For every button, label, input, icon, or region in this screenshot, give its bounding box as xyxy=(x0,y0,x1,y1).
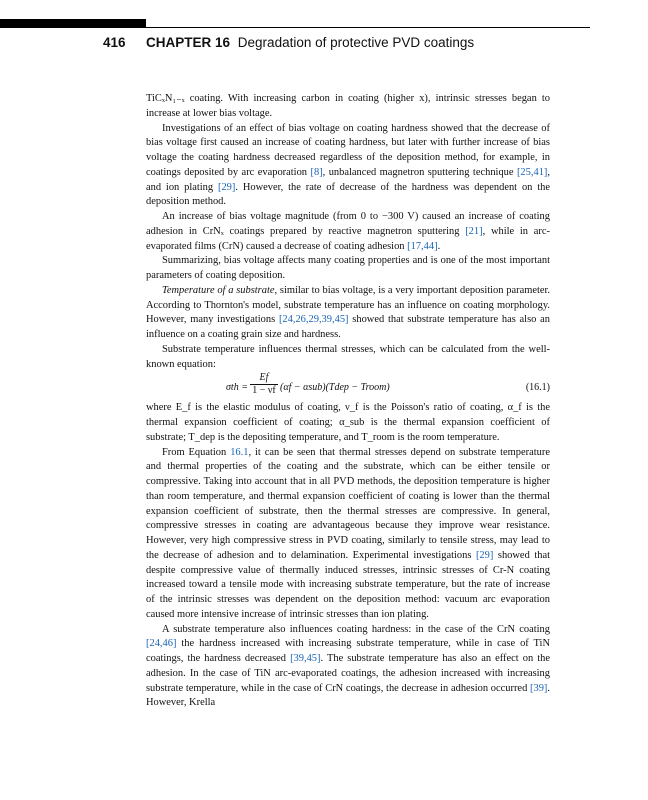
equation-lhs: σth = xyxy=(226,382,248,394)
paragraph-text: Summarizing, bias voltage affects many coating properties and is one of the most important parameters of coating deposition. xyxy=(146,255,550,281)
paragraph xyxy=(146,210,550,254)
emphasis-text: Temperature of a substrate xyxy=(162,284,275,296)
paragraph-text: . The substrate temperature has also an effect on the adhesion. In the case of TiN arc-evaporated coatings, the adhesion increased with increasing substrate temperature, while in the case of CrN coatings, the decrease in adhesion occurred xyxy=(146,653,550,694)
citation-link[interactable]: [29] xyxy=(475,549,494,561)
citation-link[interactable]: [39] xyxy=(530,682,548,694)
paragraph-text: where E_f is the elastic modulus of coating, ν_f is the Poisson's ratio of coating, α_f is the thermal expansion coefficient of coating; α_sub is the thermal expansion coefficient of substrate; T_dep is the depositing temperature, and T_room is the room temperature. xyxy=(146,402,550,443)
paragraph xyxy=(146,254,550,284)
paragraph-text: . xyxy=(437,240,441,252)
paragraph-text: the hardness increased with increasing substrate temperature, while in case of TiN coatings, the hardness decreased xyxy=(146,638,550,664)
paragraph-text: Investigations of an effect of bias voltage on coating hardness showed that the decrease of bias voltage first caused an increase of coating hardness, but later with further increase of bias voltage the coating hardness decreased regardless of the deposition method, for example, in coatings deposited by arc evaporation xyxy=(146,122,550,178)
equation-fraction xyxy=(250,372,278,397)
citation-link[interactable]: [25,41] xyxy=(516,166,548,178)
paragraph-text: An increase of bias voltage magnitude (from 0 to −300 V) caused an increase of coating adhesion in CrNₓ coatings prepared by reactive magnetron sputtering xyxy=(146,211,550,237)
paragraph-text: , similar to bias voltage, is a very important deposition parameter. According to Thornton's model, substrate temperature has an influence on coating morphology. However, many investigations xyxy=(146,284,551,326)
paragraph-text: A substrate temperature also influences coating hardness: in the case of the CrN coating xyxy=(162,623,550,635)
citation-link[interactable]: [21] xyxy=(465,225,483,237)
paragraph-text: , and ion plating xyxy=(146,166,550,193)
citation-link[interactable]: [17,44] xyxy=(407,240,438,252)
running-header xyxy=(103,35,474,50)
paragraph-text: , it can be seen that thermal stresses depend on substrate temperature and thermal properties of the coating and the substrate, which can be either tensile or compressive. Taking into account that in all PVD methods, the deposition temperature is higher than room temperature, and thermal expansion coefficient of coating is lower than the thermal expansion coefficient of substrate, then the thermal stresses are compressive. In general, compressive stresses in coating are advantageous because they improve wear resistance. However, very high compressive stress in PVD coating, similarly to tensile stress, may lead to the decrease of adhesion and to delamination. Experimental investigations xyxy=(146,446,550,561)
equation-rhs: (αf − αsub)(Tdep − Troom) xyxy=(280,382,390,394)
citation-link[interactable]: [24,26,29,39,45] xyxy=(278,314,349,326)
paragraph xyxy=(146,92,550,122)
paragraph-text: Substrate temperature influences thermal stresses, which can be calculated from the well-known equation: xyxy=(146,343,550,370)
paragraph xyxy=(146,401,550,445)
citation-link[interactable]: [8] xyxy=(310,166,323,178)
chapter-title: Degradation of protective PVD coatings xyxy=(237,35,475,50)
paragraph-text: , unbalanced magnetron sputtering technique xyxy=(322,166,517,178)
equation-numerator: Ef xyxy=(250,372,278,385)
paragraph xyxy=(146,122,550,211)
equation-link[interactable]: 16.1 xyxy=(230,446,249,458)
body-text xyxy=(146,92,550,711)
paragraph xyxy=(146,284,550,343)
paragraph-text: showed that substrate temperature has also an influence on a coating grain size and hardness. xyxy=(146,314,550,340)
header-rule xyxy=(0,27,590,28)
paragraph xyxy=(146,623,550,712)
paragraph-text: From Equation xyxy=(162,446,231,458)
paragraph-text: . However, Krella xyxy=(146,682,550,709)
paragraph-text: showed that despite compressive value of thermally induced stresses, intrinsic stresses of Cr-N coating increased toward a tensile mode with increasing substrate temperature, but the rate of increase of the intrinsic stresses was dependent on the deposition method: vacuum arc evaporation caused more intensive increase of intrinsic stresses than ion plating. xyxy=(146,549,550,620)
paragraph-text: . However, the rate of decrease of the hardness was dependent on the deposition method. xyxy=(146,181,550,208)
paragraph-text: TiCₓN₁₋ₓ coating. With increasing carbon in coating (higher x), intrinsic stresses began to increase at lower bias voltage. xyxy=(146,93,550,119)
paragraph xyxy=(146,446,550,623)
paragraph xyxy=(146,343,550,373)
citation-link[interactable]: [39,45] xyxy=(290,653,321,664)
paragraph-text: , while in arc-evaporated films (CrN) caused a decrease of coating adhesion xyxy=(146,225,550,252)
chapter-label: CHAPTER 16 xyxy=(146,35,231,50)
citation-link[interactable]: [24,46] xyxy=(146,638,177,650)
equation-denominator: 1 − νf xyxy=(252,385,276,397)
citation-link[interactable]: [29] xyxy=(217,181,236,193)
equation-16-1 xyxy=(146,372,550,401)
page-number: 416 xyxy=(103,35,126,50)
equation-number: (16.1) xyxy=(525,382,550,394)
